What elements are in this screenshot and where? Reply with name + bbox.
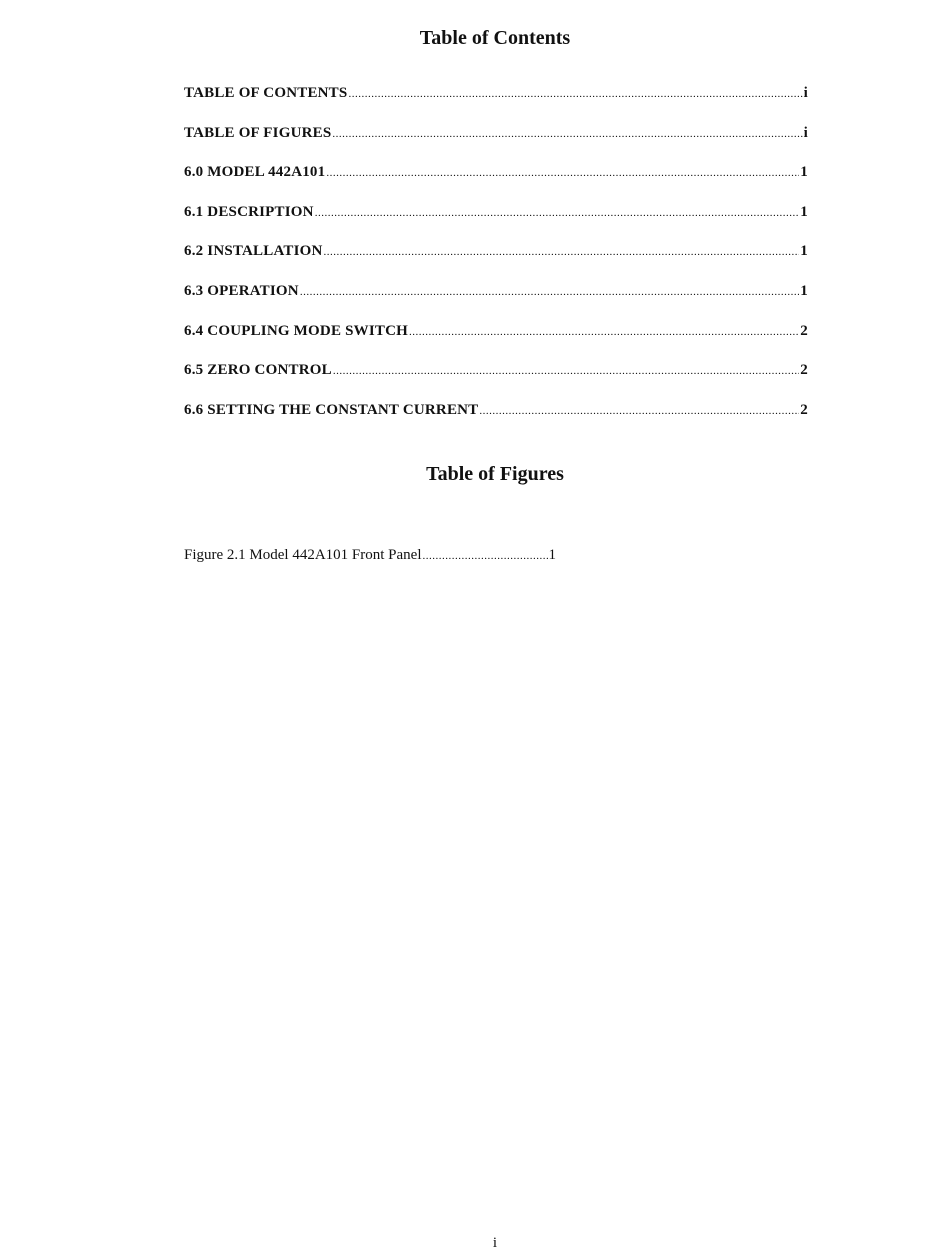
dot-leader	[326, 167, 799, 179]
toc-entry-label: 6.2 INSTALLATION	[184, 243, 323, 260]
toc-entry-label: TABLE OF CONTENTS	[184, 85, 348, 101]
toc-entry[interactable]	[184, 164, 808, 204]
page-number: i	[492, 1235, 498, 1251]
toc-entry-page: 1	[800, 243, 808, 260]
toc-entry[interactable]	[184, 362, 808, 402]
toc-entry[interactable]	[184, 323, 808, 363]
toc-entry-page: 1	[800, 282, 808, 299]
tof-heading: Table of Figures	[426, 463, 564, 485]
toc-entry-label: 6.5 ZERO CONTROL	[184, 362, 332, 379]
toc-entry[interactable]	[184, 204, 808, 244]
toc-entry[interactable]	[184, 125, 808, 165]
toc-list	[184, 85, 808, 441]
toc-entry[interactable]	[184, 402, 808, 442]
figure-entry[interactable]	[184, 547, 556, 564]
dot-leader	[348, 88, 802, 100]
toc-entry-label: 6.3 OPERATION	[184, 282, 299, 299]
toc-entry-label: 6.0 MODEL 442A101	[184, 164, 326, 181]
toc-entry-page: i	[803, 124, 808, 141]
dot-leader	[479, 405, 799, 417]
dot-leader	[315, 207, 800, 219]
figure-entry-label: Figure 2.1 Model 442A101 Front Panel	[184, 547, 422, 563]
toc-entry[interactable]	[184, 85, 808, 125]
dot-leader	[300, 286, 799, 298]
toc-entry-page: 1	[800, 203, 808, 220]
toc-entry[interactable]	[184, 243, 808, 283]
dot-leader	[324, 246, 800, 258]
figure-entry-page: 1	[548, 547, 556, 563]
toc-entry-label: 6.1 DESCRIPTION	[184, 203, 314, 220]
toc-entry-label: TABLE OF FIGURES	[184, 124, 332, 141]
toc-entry[interactable]	[184, 283, 808, 323]
toc-heading: Table of Contents	[419, 27, 571, 49]
toc-entry-label: 6.4 COUPLING MODE SWITCH	[184, 322, 408, 339]
toc-entry-page: 1	[800, 164, 808, 181]
dot-leader	[332, 128, 802, 140]
toc-entry-label: 6.6 SETTING THE CONSTANT CURRENT	[184, 401, 479, 418]
dot-leader	[333, 365, 799, 377]
toc-entry-page: 2	[800, 362, 808, 379]
toc-entry-page: i	[803, 85, 808, 101]
dot-leader	[409, 326, 799, 338]
toc-entry-page: 2	[800, 322, 808, 339]
dot-leader	[423, 550, 548, 562]
toc-entry-page: 2	[800, 401, 808, 418]
